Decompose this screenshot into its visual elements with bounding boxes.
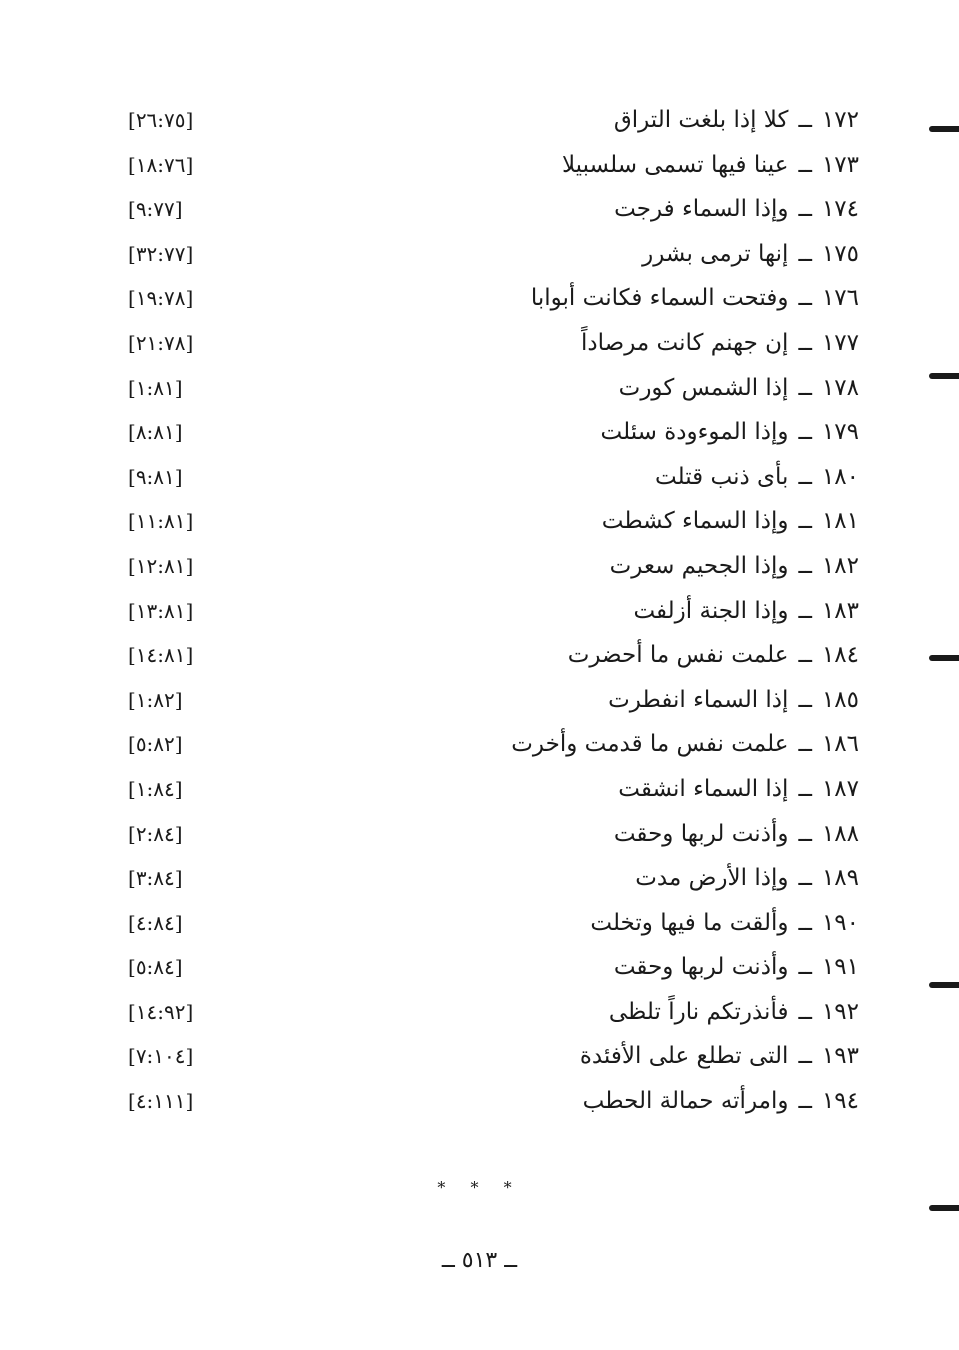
verse-dash: ــ [798, 508, 812, 535]
verse-text: عينا فيها تسمى سلسبيلا [561, 151, 789, 178]
verse-number: ١٧٥ [821, 240, 859, 267]
verse-row [0, 1079, 959, 1124]
verse-number: ١٧٤ [821, 196, 859, 223]
verse-number: ١٩٣ [821, 1043, 859, 1070]
verse-line [609, 990, 859, 1034]
verse-row [0, 366, 959, 411]
verse-line [655, 455, 859, 499]
verse-dash: ــ [798, 196, 812, 223]
verse-row [0, 455, 959, 500]
verse-number: ١٨٢ [821, 552, 859, 579]
verse-dash: ــ [798, 463, 812, 490]
verse-dash: ــ [798, 151, 812, 178]
verse-text: وامرأته حمالة الحطب [582, 1088, 789, 1115]
verse-reference: [٩:٧٧] [128, 197, 183, 222]
section-separator: * * * [437, 1178, 522, 1197]
verse-line [618, 767, 859, 811]
verse-dash: ــ [798, 107, 812, 133]
verse-dash: ــ [798, 1088, 812, 1115]
verse-list [0, 98, 959, 1124]
verse-text: وألقت ما فيها وتخلت [590, 909, 789, 936]
verse-number: ١٧٩ [821, 419, 859, 446]
verse-row [0, 410, 959, 455]
verse-text: علمت نفس ما قدمت وأخرت [511, 731, 789, 758]
verse-reference: [٥:٨٢] [128, 732, 183, 757]
verse-reference: [١:٨٢] [128, 687, 183, 712]
verse-dash: ــ [798, 865, 812, 892]
verse-line [619, 366, 859, 410]
verse-text: وإذا السماء فرجت [614, 196, 789, 223]
verse-row [0, 321, 959, 366]
verse-row [0, 499, 959, 544]
verse-reference: [١:٨٤] [128, 776, 183, 801]
verse-text: إذا الشمس كورت [618, 374, 789, 401]
verse-dash: ــ [798, 1043, 812, 1070]
verse-reference: [١٨:٧٦] [128, 152, 194, 177]
verse-number: ١٧٦ [821, 285, 859, 312]
verse-row [0, 143, 959, 188]
verse-text: وإذا الأرض مدت [635, 865, 789, 892]
verse-text: إنها ترمى بشرر [642, 240, 789, 267]
verse-text: وإذا الجنة أزلفت [633, 597, 789, 624]
verse-row [0, 678, 959, 723]
verse-text: إذا السماء انشقت [618, 775, 789, 802]
verse-reference: [٢٦:٧٥] [128, 108, 194, 132]
verse-reference: [٤:١١١] [128, 1089, 194, 1114]
verse-dash: ــ [798, 329, 812, 356]
verse-number: ١٨٩ [821, 865, 859, 892]
verse-line [583, 1079, 859, 1123]
verse-line [614, 945, 859, 989]
verse-reference: [٧:١٠٤] [128, 1044, 194, 1069]
verse-reference: [٣:٨٤] [128, 866, 183, 891]
verse-number: ١٨٧ [821, 775, 859, 802]
scan-edge-mark [929, 1205, 959, 1211]
verse-line [511, 722, 859, 766]
verse-number: ١٨٤ [821, 642, 859, 669]
verse-number: ١٨٠ [821, 463, 859, 490]
verse-row [0, 901, 959, 946]
verse-reference: [١٢:٨١] [128, 553, 194, 578]
verse-number: ١٨٦ [821, 731, 859, 758]
verse-reference: [١١:٨١] [128, 509, 194, 534]
verse-row [0, 232, 959, 277]
verse-dash: ــ [798, 998, 812, 1025]
verse-line [568, 633, 859, 677]
verse-line [614, 187, 859, 231]
page-number: ــ ٥١٣ ــ [441, 1248, 518, 1273]
verse-text: وإذا الموءودة سئلت [600, 419, 789, 446]
verse-dash: ــ [798, 820, 812, 847]
verse-row [0, 1034, 959, 1079]
verse-number: ١٨٨ [821, 820, 859, 847]
verse-reference: [٨:٨١] [128, 420, 183, 445]
verse-number: ١٧٢ [821, 107, 859, 133]
verse-dash: ــ [798, 552, 812, 579]
scan-edge-mark [929, 126, 959, 132]
verse-text: وأذنت لربها وحقت [613, 954, 789, 981]
verse-row [0, 544, 959, 589]
verse-number: ١٧٧ [821, 329, 859, 356]
verse-row [0, 767, 959, 812]
verse-line [601, 410, 860, 454]
verse-row [0, 812, 959, 857]
verse-line [590, 901, 859, 945]
verse-text: كلا إذا بلغت التراق [613, 107, 789, 133]
verse-dash: ــ [798, 240, 812, 267]
verse-dash: ــ [798, 686, 812, 713]
verse-row [0, 722, 959, 767]
verse-row [0, 589, 959, 634]
verse-dash: ــ [798, 419, 812, 446]
verse-line [562, 143, 859, 187]
verse-line [614, 98, 859, 142]
verse-number: ١٩٠ [821, 909, 859, 936]
scan-edge-mark [929, 982, 959, 988]
scan-edge-mark [929, 373, 959, 379]
verse-line [642, 232, 859, 276]
verse-reference: [٥:٨٤] [128, 955, 183, 980]
verse-line [580, 1034, 859, 1078]
verse-row [0, 856, 959, 901]
verse-row [0, 98, 959, 143]
verse-number: ١٩٢ [821, 998, 859, 1025]
verse-text: التى تطلع على الأفئدة [579, 1043, 789, 1070]
verse-line [608, 678, 859, 722]
verse-dash: ــ [798, 374, 812, 401]
verse-number: ١٨١ [821, 508, 859, 535]
verse-text: وأذنت لربها وحقت [613, 820, 789, 847]
verse-reference: [٢:٨٤] [128, 821, 183, 846]
verse-line [581, 321, 859, 365]
verse-reference: [١٣:٨١] [128, 598, 194, 623]
verse-row [0, 990, 959, 1035]
verse-number: ١٧٨ [821, 374, 859, 401]
verse-dash: ــ [798, 642, 812, 669]
verse-dash: ــ [798, 909, 812, 936]
verse-number: ١٩١ [821, 954, 859, 981]
verse-text: وإذا الجحيم سعرت [609, 552, 789, 579]
verse-dash: ــ [798, 954, 812, 981]
verse-text: وإذا السماء كشطت [601, 508, 789, 535]
verse-number: ١٧٣ [821, 151, 859, 178]
verse-number: ١٩٤ [821, 1088, 859, 1115]
verse-reference: [٣٢:٧٧] [128, 241, 194, 266]
verse-line [602, 499, 859, 543]
verse-row [0, 945, 959, 990]
verse-reference: [١:٨١] [128, 375, 183, 400]
verse-line [531, 276, 859, 320]
verse-reference: [١٩:٧٨] [128, 286, 194, 311]
verse-line [614, 812, 859, 856]
verse-number: ١٨٥ [821, 686, 859, 713]
verse-line [633, 589, 859, 633]
verse-text: إذا السماء انفطرت [608, 686, 789, 713]
verse-line [635, 856, 859, 900]
verse-dash: ــ [798, 285, 812, 312]
verse-text: وفتحت السماء فكانت أبوابا [530, 285, 789, 312]
verse-reference: [٢١:٧٨] [128, 330, 194, 355]
verse-text: علمت نفس ما أحضرت [567, 642, 789, 669]
verse-reference: [٤:٨٤] [128, 910, 183, 935]
verse-reference: [١٤:٩٢] [128, 999, 194, 1024]
verse-text: فأنذرتكم ناراً تلظى [608, 998, 789, 1025]
verse-dash: ــ [798, 597, 812, 624]
scan-edge-mark [929, 655, 959, 661]
verse-dash: ــ [798, 775, 812, 802]
verse-line [610, 544, 859, 588]
verse-row [0, 276, 959, 321]
verse-reference: [٩:٨١] [128, 464, 183, 489]
verse-reference: [١٤:٨١] [128, 643, 194, 668]
verse-number: ١٨٣ [821, 597, 859, 624]
verse-row [0, 633, 959, 678]
verse-row [0, 187, 959, 232]
verse-text: إن جهنم كانت مرصاداً [581, 329, 789, 356]
verse-dash: ــ [798, 731, 812, 758]
verse-text: بأى ذنب قتلت [655, 463, 789, 490]
